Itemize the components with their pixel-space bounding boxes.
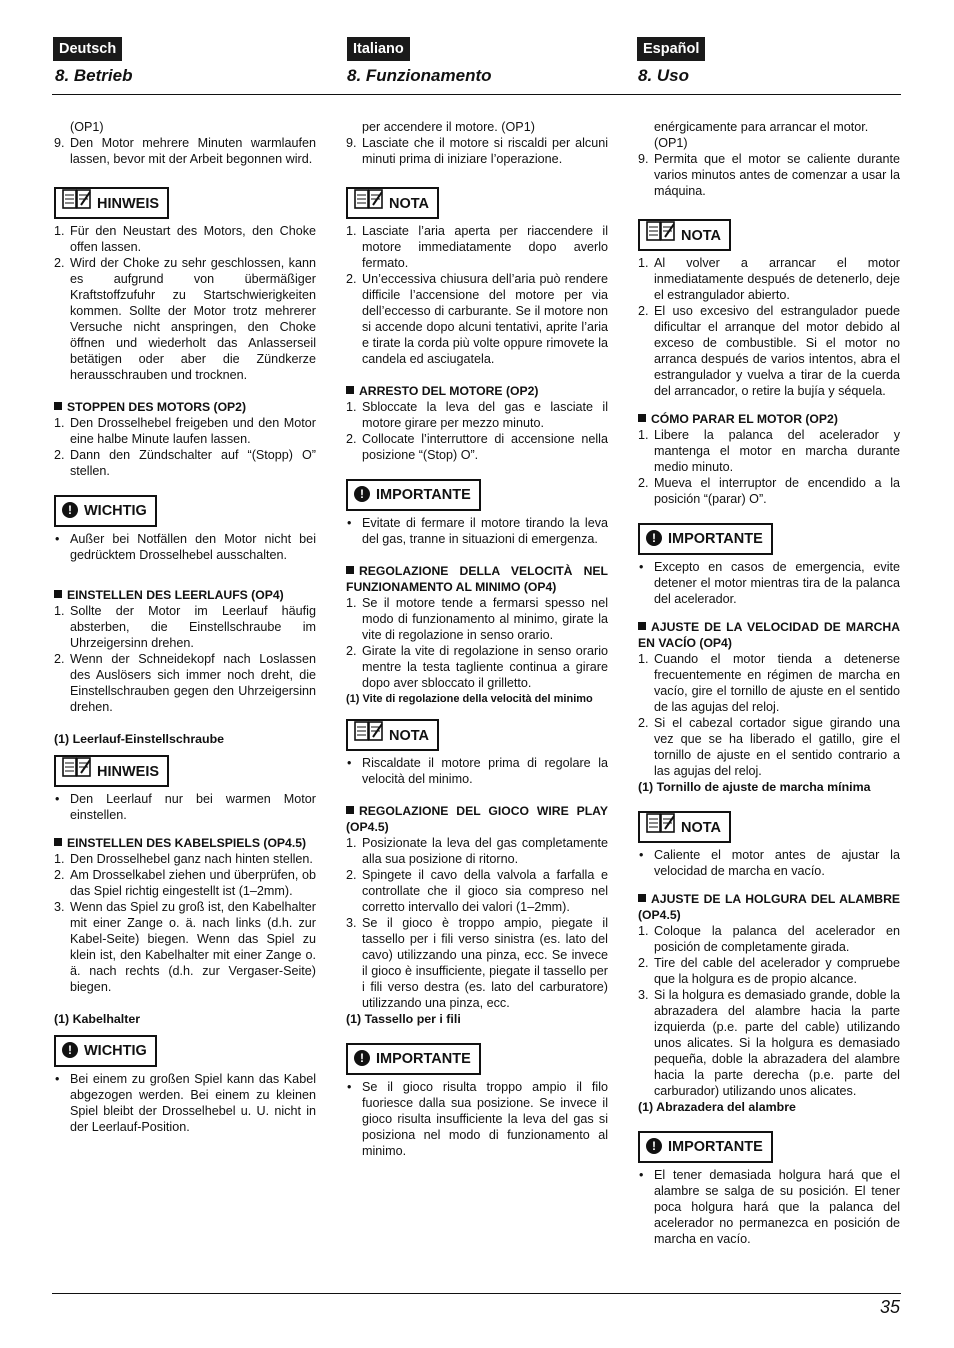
note-item: 2. El uso excesivo del estrangulador puede dificultar el arranque del motor debido al exceso de combustible. Si el motor no arranca después de varios intentos, abra el estrangulador y vuelva a tirar de la cuerda del arrancador, o retire la bujía y séquela. bbox=[638, 304, 900, 398]
wire-item: 3. Wenn das Spiel zu groß ist, den Kabelhalter mit einer Zange o. ä. nach links (d.h. zur Kabel-Seite) biegen. Wenn das Spiel zu klein ist, den Kabelhalter mit einer Zange o. ä. nach rechts (d.h. zur Vergaser-Seite) biegen. bbox=[54, 900, 316, 994]
intro-line: enérgicamente para arrancar el motor. bbox=[654, 120, 869, 134]
warning-item: • Se il gioco risulta troppo ampio il filo fuoriesce dalla sua posizione. Se invece il gioco risulta insufficiente la leva del gas si posiziona nel modo di funzionamento al minimo. bbox=[346, 1079, 608, 1159]
wichtig-box-2: ! WICHTIG bbox=[54, 1035, 157, 1067]
nota-box-2: NOTA bbox=[346, 719, 439, 751]
wire-item: 1. Den Drosselhebel ganz nach hinten stellen. bbox=[54, 852, 313, 866]
intro-line: (OP1) bbox=[654, 136, 688, 150]
note-item: • Riscaldate il motore prima di regolare la velocità del minimo. bbox=[346, 755, 608, 787]
column-es bbox=[638, 119, 900, 1247]
stop-item: 2. Collocate l’interruttore di accensione nella posizione “(Stop) O”. bbox=[346, 432, 608, 462]
page-number: 35 bbox=[879, 1297, 900, 1317]
stop-item: 1. Den Drosselhebel freigeben und den Motor eine halbe Minute laufen lassen. bbox=[54, 416, 316, 446]
idle-heading: AJUSTE DE LA VELOCIDAD DE MARCHA EN VACÍO (OP4) bbox=[638, 620, 900, 650]
column-de bbox=[54, 119, 316, 1135]
warning-icon: ! bbox=[646, 1138, 662, 1154]
importante-box: ! IMPORTANTE bbox=[346, 479, 481, 511]
wire-item: 1. Coloque la palanca del acelerador en posición de completamente girada. bbox=[638, 924, 900, 954]
warning-icon: ! bbox=[646, 530, 662, 546]
wichtig-box: ! WICHTIG bbox=[54, 495, 157, 527]
wire-caption: (1) Kabelhalter bbox=[54, 1012, 141, 1026]
wire-item: 2. Am Drosselkabel ziehen und überprüfen, ob das Spiel richtig eingestellt ist (1–2mm). bbox=[54, 868, 316, 898]
wire-caption: (1) Tassello per i fili bbox=[346, 1012, 461, 1026]
lang-tab-italiano: Italiano bbox=[347, 37, 410, 61]
warning-icon: ! bbox=[354, 486, 370, 502]
step-9: 9. Lasciate che il motore si riscaldi per alcuni minuti prima di iniziare l’operazione. bbox=[346, 136, 608, 166]
book-icon bbox=[354, 721, 384, 751]
wire-item: 2. Spingete il cavo della valvola a farfalla e controllate che il gioco sia compreso nel corretto intervallo dei valori (1–2mm). bbox=[346, 868, 608, 914]
idle-heading: REGOLAZIONE DELLA VELOCITÀ NEL FUNZIONAMENTO AL MINIMO (OP4) bbox=[346, 564, 608, 594]
hinweis-box: HINWEIS bbox=[54, 187, 169, 219]
stop-item: 1. Sbloccate la leva del gas e lasciate il motore girare per mezzo minuto. bbox=[346, 400, 608, 430]
idle-caption: (1) Vite di regolazione della velocità del minimo bbox=[346, 693, 593, 705]
header-rule bbox=[52, 94, 901, 95]
footer-rule bbox=[52, 1293, 901, 1294]
step-9: 9. Den Motor mehrere Minuten warmlaufen lassen, bevor mit der Arbeit begonnen wird. bbox=[54, 136, 316, 166]
note-item: 1. Al volver a arrancar el motor inmediatamente después de detenerlo, deje el estrangulador abierto. bbox=[638, 256, 900, 302]
note-item: • Den Leerlauf nur bei warmen Motor einstellen. bbox=[54, 791, 316, 823]
stop-heading: STOPPEN DES MOTORS (OP2) bbox=[54, 399, 316, 415]
idle-caption: (1) Leerlauf-Einstellschraube bbox=[54, 732, 225, 746]
warning-item: • El tener demasiada holgura hará que el alambre se salga de su posición. El tener poca holgura hará que la palanca del acelerador no permanezca en posición de marcha en vacío. bbox=[638, 1167, 900, 1247]
wire-item: 1. Posizionate la leva del gas completamente alla sua posizione di ritorno. bbox=[346, 836, 608, 866]
lang-tab-espanol: Español bbox=[637, 37, 705, 61]
book-icon bbox=[646, 813, 676, 843]
warning-item: • Evitate di fermare il motore tirando la leva del gas, tranne in situazioni di emergenza. bbox=[346, 515, 608, 547]
wire-item: 3. Si la holgura es demasiado grande, doble la abrazadera del alambre hacia la parte izquierda (p.e. parte del cable) utilizando unos alicates. Si la holgura es demasiado pequeña, doble la abrazadera del alambre hacia la parte derecha (p.e. parte del carburador) utilizando unos alicates. bbox=[638, 988, 900, 1098]
idle-caption: (1) Tornillo de ajuste de marcha mínima bbox=[638, 780, 871, 794]
idle-item: 2. Girate la vite di regolazione in senso orario mentre la testa tagliente continua a girare dopo aver sbloccato il grilletto. bbox=[346, 644, 608, 690]
importante-box: ! IMPORTANTE bbox=[638, 523, 773, 555]
nota-box: NOTA bbox=[346, 187, 439, 219]
hinweis-box-2: HINWEIS bbox=[54, 755, 169, 787]
importante-box-2: ! IMPORTANTE bbox=[346, 1043, 481, 1075]
importante-box-2: ! IMPORTANTE bbox=[638, 1131, 773, 1163]
book-icon bbox=[62, 757, 92, 787]
stop-heading: ARRESTO DEL MOTORE (OP2) bbox=[346, 383, 608, 399]
lang-tab-deutsch: Deutsch bbox=[53, 37, 122, 61]
idle-item: 1. Cuando el motor tienda a detenerse frecuentemente en régimen de marcha en vacío, gire el tornillo de ajuste en el sentido de las agujas del reloj. bbox=[638, 652, 900, 714]
stop-item: 2. Mueva el interruptor de encendido a la posición “(parar) O”. bbox=[638, 476, 900, 506]
section-title-de: 8. Betrieb bbox=[55, 66, 133, 85]
nota-box: NOTA bbox=[638, 219, 731, 251]
note-item: 1. Lasciate l’aria aperta per riaccendere il motore immediatamente dopo averlo fermato. bbox=[346, 224, 608, 270]
idle-item: 1. Se il motore tende a fermarsi spesso nel modo di funzionamento al minimo, girate la vite di regolazione in senso orario. bbox=[346, 596, 608, 642]
nota-box-2: NOTA bbox=[638, 811, 731, 843]
wire-heading: EINSTELLEN DES KABELSPIELS (OP4.5) bbox=[54, 835, 316, 851]
wire-item: 2. Tire del cable del acelerador y compruebe que la holgura es de propio alcance. bbox=[638, 956, 900, 986]
wire-item: 3. Se il gioco è troppo ampio, piegate il tassello per i fili verso sinistra (es. lato del cavo) utilizzando una pinza, ecc. Se invece il gioco è insufficiente, piegate il tassello per i fili verso destra (es. lato del carburatore) utilizzando una pinza, ecc. bbox=[346, 916, 608, 1010]
note-item: 2. Wird der Choke zu sehr geschlossen, kann es aufgrund von übermäßiger Kraftstoffzufuhr zu Startschwierigkeiten kommen. Sollte der Motor trotz mehrerer Versuche nicht anspringen, den Choke öffnen und wiederholt das Anlasserseil betätigen oder aber die Zündkerze herausschrauben und trocknen. bbox=[54, 256, 316, 382]
warning-icon: ! bbox=[62, 502, 78, 518]
idle-item: 2. Wenn der Schneidekopf nach Loslassen des Auslösers sich immer noch dreht, die Einstellschrauben gegen den Uhrzeigersinn drehen. bbox=[54, 652, 316, 714]
book-icon bbox=[354, 189, 384, 219]
idle-item: 1. Sollte der Motor im Leerlauf häufig absterben, die Einstellschraube im Uhrzeigersinn drehen. bbox=[54, 604, 316, 650]
section-title-it: 8. Funzionamento bbox=[347, 66, 492, 85]
warning-item: • Außer bei Notfällen den Motor nicht bei gedrücktem Drosselhebel ausschalten. bbox=[54, 531, 316, 563]
note-item: 2. Un’eccessiva chiusura dell’aria può rendere difficile l’accensione del motore per via dell’eccesso di carburante. Se il motore non si accende dopo alcuni tentativi, aprite l’aria e tirate la corda più volte oppure rimovete la candela ed asciugatela. bbox=[346, 272, 608, 366]
stop-item: 2. Dann den Zündschalter auf “(Stopp) O” stellen. bbox=[54, 448, 316, 478]
intro-line: (OP1) bbox=[70, 120, 104, 134]
warning-item: • Bei einem zu großen Spiel kann das Kabel abgezogen werden. Bei einem zu kleinen Spiel bleibt der Drosselhebel u. U. nicht in der Leerlauf-Position. bbox=[54, 1071, 316, 1135]
note-item: 1. Für den Neustart des Motors, den Choke offen lassen. bbox=[54, 224, 316, 254]
warning-item: • Excepto en casos de emergencia, evite detener el motor mientras tira de la palanca del acelerador. bbox=[638, 559, 900, 607]
idle-heading: EINSTELLEN DES LEERLAUFS (OP4) bbox=[54, 587, 316, 603]
warning-icon: ! bbox=[354, 1050, 370, 1066]
note-item: • Caliente el motor antes de ajustar la velocidad de marcha en vacío. bbox=[638, 847, 900, 879]
step-9: 9. Permita que el motor se caliente durante varios minutos antes de comenzar a usar la máquina. bbox=[638, 152, 900, 198]
column-it bbox=[346, 119, 608, 1159]
section-title-es: 8. Uso bbox=[638, 66, 690, 85]
wire-caption: (1) Abrazadera del alambre bbox=[638, 1100, 796, 1114]
book-icon bbox=[62, 189, 92, 219]
idle-item: 2. Si el cabezal cortador sigue girando una vez que se ha liberado el gatillo, gire el tornillo de ajuste en el sentido contrario a las agujas del reloj. bbox=[638, 716, 900, 778]
stop-item: 1. Libere la palanca del acelerador y mantenga el motor en marcha durante medio minuto. bbox=[638, 428, 900, 474]
book-icon bbox=[646, 221, 676, 251]
warning-icon: ! bbox=[62, 1042, 78, 1058]
wire-heading: AJUSTE DE LA HOLGURA DEL ALAMBRE (OP4.5) bbox=[638, 892, 900, 922]
stop-heading: CÓMO PARAR EL MOTOR (OP2) bbox=[638, 411, 900, 427]
wire-heading: REGOLAZIONE DEL GIOCO WIRE PLAY (OP4.5) bbox=[346, 804, 608, 834]
intro-line: per accendere il motore. (OP1) bbox=[362, 120, 535, 134]
